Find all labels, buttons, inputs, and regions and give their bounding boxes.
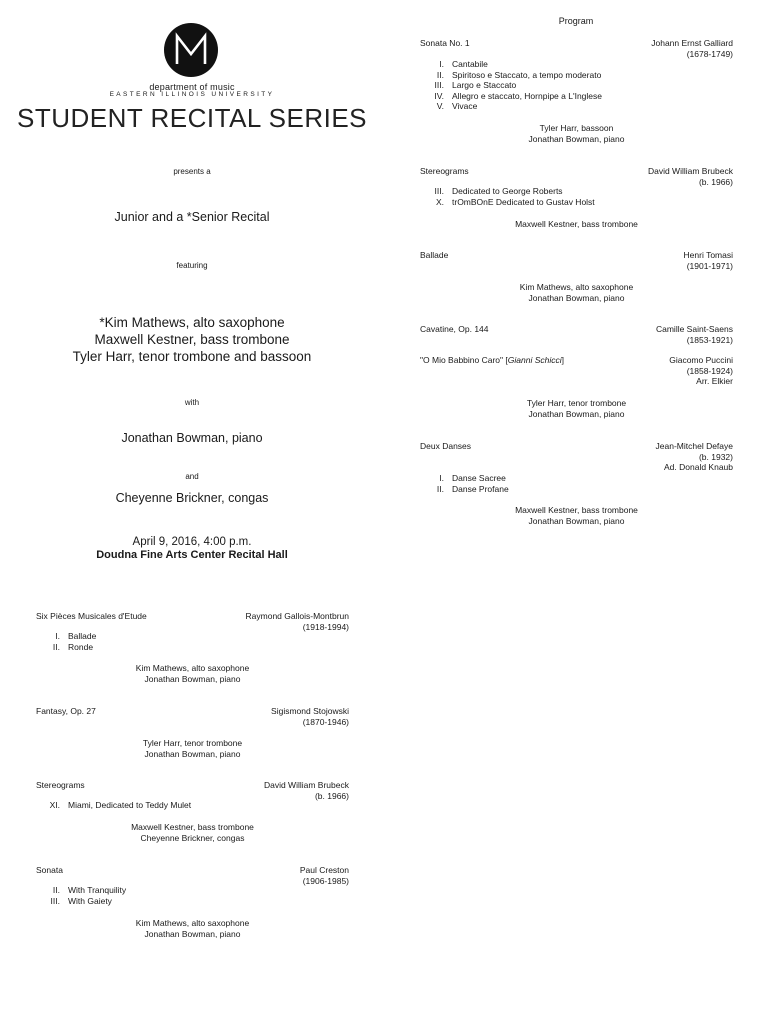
movement-item: II. Ronde: [52, 641, 94, 652]
piece-composer: [684, 250, 733, 271]
performer-2: Maxwell Kestner, bass trombone: [94, 332, 290, 347]
piece-performers: [420, 219, 733, 230]
composer-name: Jean-Mitchel Defaye: [655, 441, 733, 451]
piece-performers: [420, 505, 733, 526]
piece-performers: [36, 822, 349, 843]
composer-dates: (1678-1749): [686, 48, 733, 59]
movement-item: I. Cantabile: [439, 59, 488, 69]
piece-performers: [420, 398, 733, 419]
piece-composer: [264, 780, 349, 801]
featuring-text: featuring: [176, 261, 208, 270]
piece-title: Stereograms: [420, 166, 469, 176]
piece-performers: [36, 663, 349, 684]
performer-1: *Kim Mathews, alto saxophone: [99, 315, 285, 330]
piece-composer: [656, 441, 733, 473]
composer-name: Camille Saint-Saens: [655, 324, 733, 334]
piece-composer: [246, 611, 349, 632]
performer-line: Kim Mathews, alto saxophone: [135, 663, 250, 673]
composer-name: David William Brubeck: [263, 780, 349, 790]
composer-dates: (1870-1946): [302, 716, 349, 727]
composer-dates: (1858-1924): [686, 365, 733, 376]
university-name: EASTERN ILLINOIS UNIVERSITY: [109, 91, 275, 98]
and-text: and: [185, 472, 199, 481]
performer-line: Jonathan Bowman, piano: [528, 408, 625, 419]
movement-item: XI. Miami, Dedicated to Teddy Mulet: [49, 800, 192, 810]
percussionist: Cheyenne Brickner, congas: [115, 491, 269, 505]
piece-composer: [669, 355, 733, 387]
piece-title: Deux Danses: [420, 441, 472, 451]
movement-item: I. Danse Sacree: [439, 473, 506, 483]
performer-line: Tyler Harr, tenor trombone: [142, 738, 243, 748]
piece-title: Six Pièces Musicales d'Etude: [36, 611, 147, 621]
performer-line: Maxwell Kestner, bass trombone: [515, 505, 638, 515]
movement-list: [428, 186, 595, 207]
composer-dates: (b. 1932): [698, 451, 733, 462]
composer-name: Johann Ernst Galliard: [651, 38, 733, 48]
performer-list: [0, 314, 384, 365]
recital-venue: Doudna Fine Arts Center Recital Hall: [96, 549, 288, 561]
piece-performers: [36, 918, 349, 939]
performer-line: Tyler Harr, tenor trombone: [526, 398, 627, 408]
piece-composer: [300, 865, 349, 886]
composer-dates: (1906-1985): [302, 875, 349, 886]
arranger: Arr. Elkier: [696, 376, 733, 386]
composer-name: Giacomo Puccini: [669, 355, 733, 365]
piece-composer: [271, 706, 349, 727]
piece-performers: [420, 282, 733, 303]
composer-dates: (1901-1971): [686, 260, 733, 271]
performer-line: Jonathan Bowman, piano: [144, 748, 241, 759]
composer-dates: (1853-1921): [686, 334, 733, 345]
recital-date: April 9, 2016, 4:00 p.m.: [132, 536, 252, 548]
composer-name: Raymond Gallois-Montbrun: [245, 611, 349, 621]
program-heading: Program: [558, 16, 594, 26]
music-department-logo: [163, 22, 219, 78]
performer-line: Jonathan Bowman, piano: [528, 133, 625, 144]
composer-name: Henri Tomasi: [683, 250, 733, 260]
piece-composer: [648, 166, 733, 187]
movement-item: II. With Tranquility: [52, 885, 127, 895]
piece-title: Cavatine, Op. 144: [420, 324, 489, 334]
composer-name: Paul Creston: [299, 865, 349, 875]
composer-name: David William Brubeck: [647, 166, 733, 176]
movement-item: III. With Gaiety: [50, 895, 112, 906]
movement-item: III. Largo e Staccato: [434, 80, 517, 90]
piece-title: Stereograms: [36, 780, 85, 790]
movement-item: II. Spiritoso e Staccato, a tempo moderato: [436, 69, 602, 80]
movement-item: II. Danse Profane: [436, 483, 509, 494]
department-name: department of music: [149, 82, 235, 92]
performer-line: Kim Mathews, alto saxophone: [135, 918, 250, 928]
recital-type: Junior and a *Senior Recital: [114, 210, 270, 224]
adapter: Ad. Donald Knaub: [664, 462, 733, 472]
performer-line: Cheyenne Brickner, congas: [140, 832, 245, 843]
movement-list: [44, 885, 126, 906]
piece-title: "O Mio Babbino Caro" [Gianni Schicci]: [420, 355, 565, 365]
presents-text: presents a: [173, 167, 211, 176]
performer-3: Tyler Harr, tenor trombone and bassoon: [72, 349, 312, 364]
composer-name: Sigismond Stojowski: [271, 706, 349, 716]
performer-line: Kim Mathews, alto saxophone: [519, 282, 634, 292]
piece-title: Sonata: [36, 865, 63, 875]
piece-title: Sonata No. 1: [420, 38, 470, 48]
performer-line: Maxwell Kestner, bass trombone: [515, 219, 638, 229]
composer-dates: (b. 1966): [698, 176, 733, 187]
movement-item: III. Dedicated to George Roberts: [434, 186, 563, 196]
with-text: with: [184, 398, 200, 407]
movement-list: [428, 59, 602, 112]
movement-item: V. Vivace: [436, 101, 478, 111]
performer-line: Jonathan Bowman, piano: [144, 673, 241, 684]
movement-item: IV. Allegro e staccato, Hornpipe a L'Inglese: [434, 90, 602, 101]
pianist: Jonathan Bowman, piano: [121, 431, 263, 445]
piece-title: Fantasy, Op. 27: [36, 706, 96, 716]
movement-item: X. trOmBOnE Dedicated to Gustav Holst: [435, 196, 595, 207]
piece-performers: [36, 738, 349, 759]
composer-dates: (b. 1966): [314, 790, 349, 801]
piece-composer: [656, 324, 733, 345]
piece-composer: [651, 38, 733, 59]
piece-performers: [420, 123, 733, 144]
movement-list: [44, 631, 96, 652]
movement-list: [44, 800, 191, 811]
performer-line: Tyler Harr, bassoon: [539, 123, 614, 133]
piece-title: Ballade: [420, 250, 449, 260]
movement-item: I. Ballade: [55, 631, 97, 641]
composer-dates: (1918-1994): [302, 621, 349, 632]
performer-line: Jonathan Bowman, piano: [144, 928, 241, 939]
performer-line: Jonathan Bowman, piano: [528, 292, 625, 303]
movement-list: [428, 473, 509, 494]
series-title: STUDENT RECITAL SERIES: [16, 103, 368, 133]
performer-line: Maxwell Kestner, bass trombone: [131, 822, 254, 832]
performer-line: Jonathan Bowman, piano: [528, 515, 625, 526]
